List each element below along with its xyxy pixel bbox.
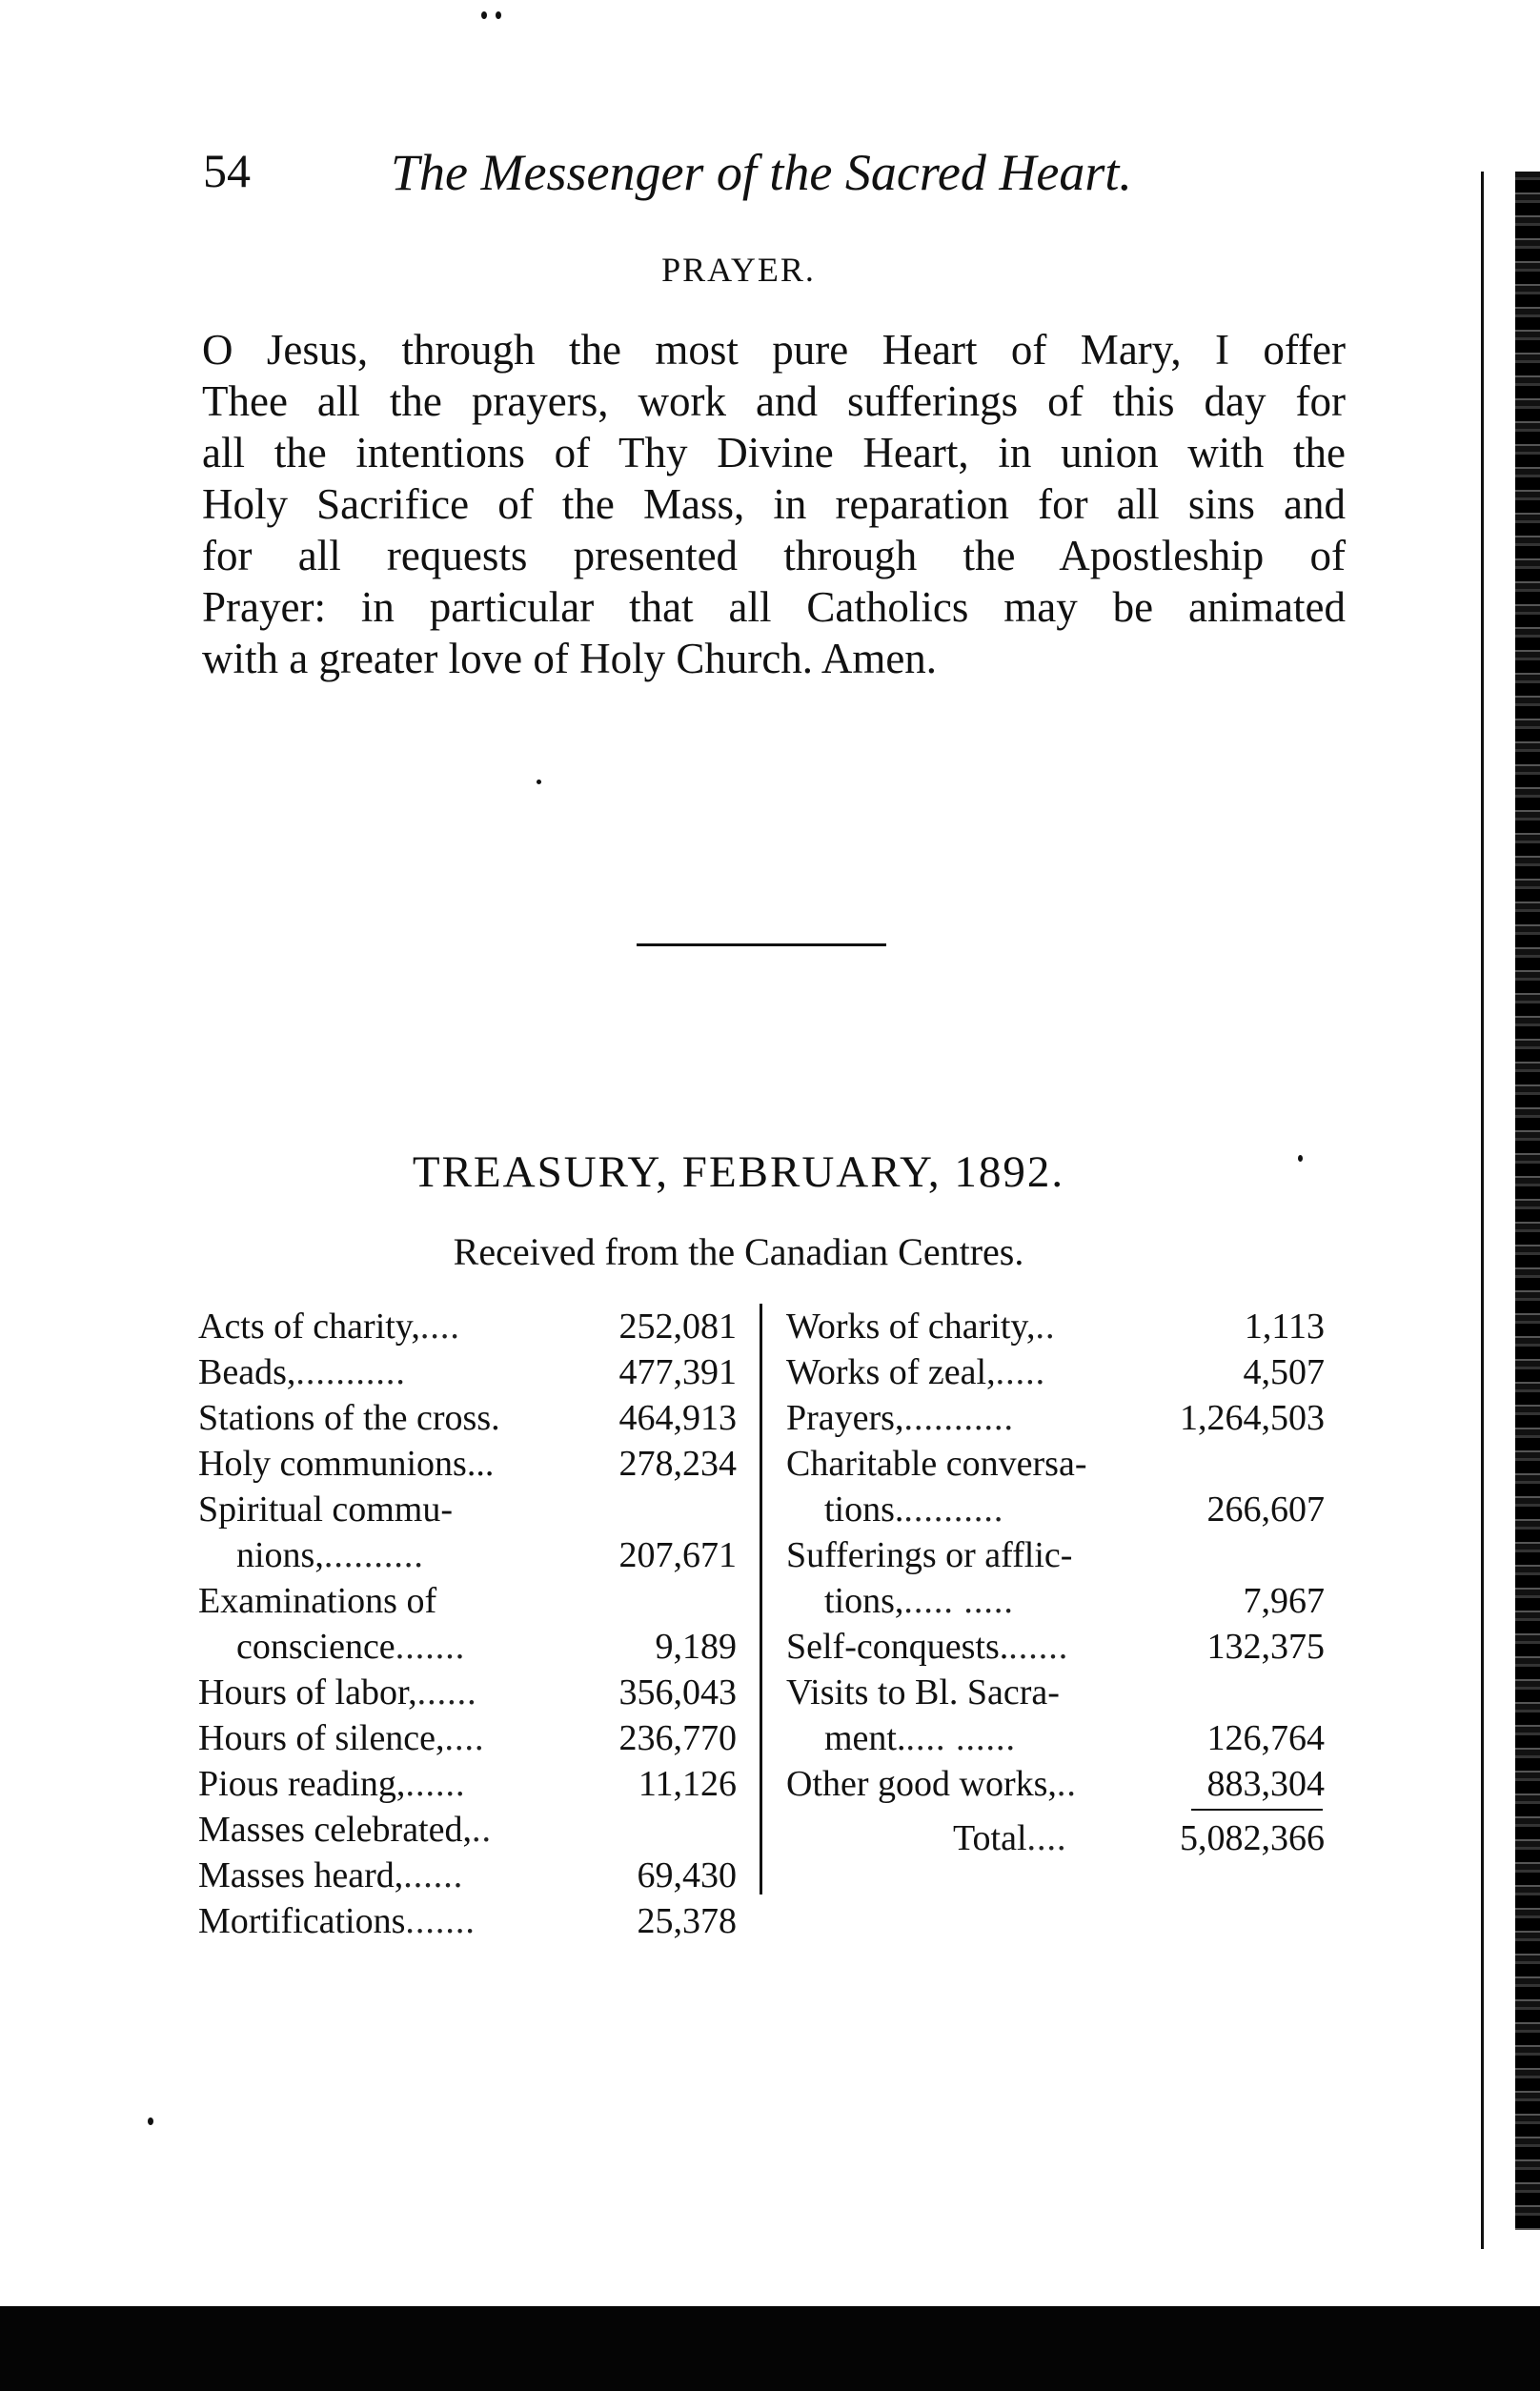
treasury-total-row <box>953 1815 1325 1861</box>
treasury-row-value: 1,113 <box>1244 1307 1325 1347</box>
treasury-row <box>786 1487 1325 1532</box>
treasury-row-label: Masses heard, <box>198 1855 404 1895</box>
treasury-row-label: Holy communions... <box>198 1444 495 1484</box>
treasury-row-label: Mortifications <box>198 1901 406 1941</box>
treasury-row-label: Acts of charity, <box>198 1307 420 1347</box>
treasury-subtitle: Received from the Canadian Centres. <box>453 1230 1024 1273</box>
treasury-row-leader: .... ...... <box>905 1718 1016 1758</box>
treasury-right-column <box>786 1304 1325 1807</box>
treasury-row <box>198 1761 737 1807</box>
treasury-row-label: Hours of labor, <box>198 1672 417 1712</box>
treasury-row-label: Masses celebrated, <box>198 1810 472 1850</box>
treasury-row <box>198 1578 737 1624</box>
treasury-row <box>786 1578 1325 1624</box>
treasury-row-label: Visits to Bl. Sacra- <box>786 1672 1060 1712</box>
treasury-row-label: conscience <box>236 1627 395 1667</box>
running-title: The Messenger of the Sacred Heart. <box>391 144 1132 201</box>
treasury-row-value: 4,507 <box>1243 1352 1325 1392</box>
treasury-row <box>198 1441 737 1487</box>
treasury-row-value: 477,391 <box>618 1352 737 1392</box>
treasury-row-label: Beads, <box>198 1352 296 1392</box>
treasury-row-label: tions. <box>824 1489 904 1530</box>
treasury-row-value: 266,607 <box>1206 1489 1325 1530</box>
treasury-row-value: 252,081 <box>618 1307 737 1347</box>
treasury-row-leader: ...... <box>1008 1627 1069 1667</box>
treasury-row-label: Sufferings or afflic- <box>786 1535 1073 1575</box>
treasury-row <box>198 1624 737 1670</box>
treasury-row-label: Hours of silence, <box>198 1718 445 1758</box>
treasury-row-value: 356,043 <box>618 1672 737 1712</box>
total-leader: .... <box>1026 1818 1067 1858</box>
treasury-row-value: 883,304 <box>1206 1764 1325 1804</box>
treasury-row <box>198 1487 737 1532</box>
scan-edge-line <box>1481 172 1484 2249</box>
treasury-row-label: Pious reading, <box>198 1764 406 1804</box>
treasury-row-value: 278,234 <box>618 1444 737 1484</box>
treasury-row <box>198 1532 737 1578</box>
treasury-row-leader: ........... <box>295 1352 406 1392</box>
treasury-row-leader: .......... <box>903 1489 1004 1530</box>
column-divider <box>760 1304 762 1895</box>
treasury-row-leader: ....... <box>405 1901 476 1941</box>
treasury-row-label: Works of zeal, <box>786 1352 996 1392</box>
treasury-row <box>198 1349 737 1395</box>
treasury-row-leader: ...... <box>405 1764 466 1804</box>
treasury-row <box>786 1715 1325 1761</box>
treasury-row-leader: ..... <box>995 1352 1046 1392</box>
scan-speck <box>496 11 501 19</box>
treasury-row-value: 236,770 <box>618 1718 737 1758</box>
prayer-line: O Jesus, through the most pure Heart of Mary, I offer <box>202 326 1346 374</box>
prayer-line: Thee all the prayers, work and sufferings of this day for <box>202 377 1346 425</box>
treasury-row-leader: .... <box>419 1307 460 1347</box>
treasury-row-leader: .......... <box>323 1535 424 1575</box>
treasury-row-label: Prayers, <box>786 1398 904 1438</box>
treasury-row <box>198 1670 737 1715</box>
treasury-row-label: Spiritual commu- <box>198 1489 454 1530</box>
treasury-row <box>198 1898 737 1944</box>
treasury-row-value: 464,913 <box>618 1398 737 1438</box>
treasury-row-label: tions, <box>824 1581 904 1621</box>
treasury-row-leader: .... <box>444 1718 485 1758</box>
treasury-row <box>198 1807 737 1853</box>
treasury-row <box>786 1441 1325 1487</box>
scan-speck <box>537 780 541 784</box>
prayer-heading: PRAYER. <box>661 251 816 289</box>
treasury-row-leader: ...... <box>416 1672 477 1712</box>
treasury-row-label: nions, <box>236 1535 324 1575</box>
treasury-row-leader: ..... ..... <box>903 1581 1014 1621</box>
treasury-left-column <box>198 1304 737 1944</box>
prayer-line: Holy Sacrifice of the Mass, in reparation for all sins and <box>202 480 1346 528</box>
treasury-row-value: 207,671 <box>618 1535 737 1575</box>
treasury-row-value: 69,430 <box>637 1855 737 1895</box>
treasury-row <box>786 1349 1325 1395</box>
treasury-row <box>786 1304 1325 1349</box>
treasury-row <box>198 1304 737 1349</box>
treasury-row-leader: ...... <box>403 1855 464 1895</box>
prayer-line: for all requests presented through the Apostleship of <box>202 532 1346 579</box>
treasury-row <box>786 1670 1325 1715</box>
treasury-row-value: 9,189 <box>655 1627 737 1667</box>
treasury-title: TREASURY, FEBRUARY, 1892. <box>412 1147 1065 1197</box>
treasury-row <box>786 1761 1325 1807</box>
treasury-row-leader: .. <box>472 1810 492 1850</box>
prayer-text <box>202 324 1346 684</box>
treasury-row-leader: ....... <box>395 1627 466 1667</box>
prayer-line: all the intentions of Thy Divine Heart, in union with the <box>202 429 1346 476</box>
scan-speck <box>148 2117 153 2125</box>
page-number: 54 <box>203 144 251 197</box>
treasury-row-value: 126,764 <box>1206 1718 1325 1758</box>
scan-bottom-bar <box>0 2306 1540 2391</box>
treasury-row <box>198 1395 737 1441</box>
section-divider <box>637 943 886 946</box>
scan-speck <box>1298 1155 1303 1162</box>
total-value: 5,082,366 <box>1180 1818 1325 1858</box>
treasury-row-value: 7,967 <box>1243 1581 1325 1621</box>
prayer-line: Prayer: in particular that all Catholics may be animated <box>202 583 1346 631</box>
treasury-row-label: Examinations of <box>198 1581 437 1621</box>
treasury-row-label: Works of charity, <box>786 1307 1036 1347</box>
scan-speck <box>481 11 487 19</box>
total-rule <box>1191 1809 1323 1811</box>
treasury-row-label: ment. <box>824 1718 906 1758</box>
scan-edge <box>1515 172 1540 2230</box>
treasury-row-leader: ........... <box>903 1398 1014 1438</box>
treasury-row-value: 25,378 <box>637 1901 737 1941</box>
treasury-row-value: 1,264,503 <box>1180 1398 1325 1438</box>
treasury-row <box>786 1624 1325 1670</box>
treasury-row-leader: .. <box>1056 1764 1077 1804</box>
treasury-row-label: Other good works, <box>786 1764 1057 1804</box>
treasury-row-label: Stations of the cross. <box>198 1398 500 1438</box>
treasury-row-label: Charitable conversa- <box>786 1444 1087 1484</box>
treasury-row <box>198 1853 737 1898</box>
treasury-row <box>198 1715 737 1761</box>
treasury-row <box>786 1532 1325 1578</box>
treasury-row-value: 11,126 <box>638 1764 737 1804</box>
treasury-row-label: Self-conquests. <box>786 1627 1009 1667</box>
treasury-row <box>786 1395 1325 1441</box>
treasury-row-value: 132,375 <box>1206 1627 1325 1667</box>
treasury-row-leader: .. <box>1035 1307 1056 1347</box>
total-label: Total <box>953 1818 1027 1858</box>
prayer-line: with a greater love of Holy Church. Amen. <box>202 635 938 682</box>
